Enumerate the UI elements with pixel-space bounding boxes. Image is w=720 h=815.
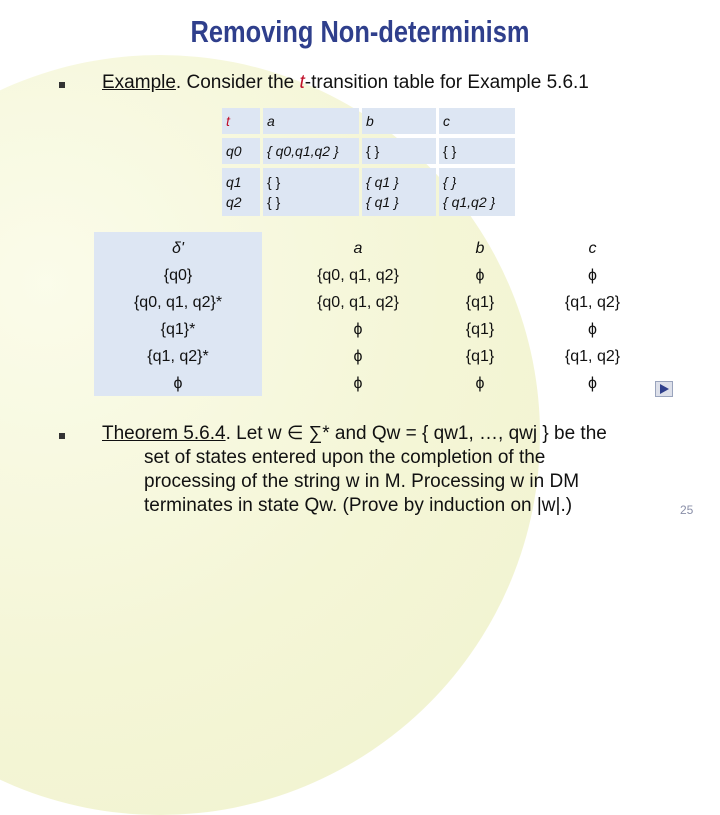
- table-cell: [439, 168, 515, 216]
- delta-cell: ϕ: [353, 348, 363, 365]
- state-q1: q1: [226, 174, 242, 190]
- slide-title: Removing Non-determinism: [190, 14, 530, 49]
- table-cell: { q0,q1,q2 }: [263, 138, 359, 164]
- delta-cell: {q1, q2}: [564, 294, 621, 311]
- delta-cell: ϕ: [353, 321, 363, 338]
- theorem-line-4: terminates in state Qw. (Prove by induction on |w|.): [144, 495, 573, 516]
- state-cell: q0: [222, 138, 260, 164]
- delta-state: {q0, q1, q2}*: [133, 294, 223, 311]
- cell-value: { q1 }: [366, 174, 399, 190]
- delta-cell: {q1, q2}: [564, 348, 621, 365]
- delta-state: {q0}: [163, 267, 193, 284]
- delta-header: a: [353, 240, 363, 257]
- theorem-line-2: set of states entered upon the completion of the: [144, 447, 546, 468]
- delta-header: b: [475, 240, 485, 257]
- example-text-before: . Consider the: [175, 72, 300, 93]
- theorem-label: Theorem 5.6.4: [102, 423, 226, 444]
- play-icon[interactable]: [655, 381, 673, 397]
- delta-state: ϕ: [173, 375, 183, 392]
- transition-table: [219, 104, 518, 220]
- cell-value: { }: [443, 174, 457, 190]
- bullet-icon: [59, 433, 65, 439]
- delta-cell: ϕ: [353, 375, 363, 392]
- bullet-icon: [59, 82, 65, 88]
- cell-value: { }: [267, 174, 281, 190]
- delta-cell: {q0, q1, q2}: [317, 267, 399, 284]
- delta-cell: ϕ: [588, 267, 597, 284]
- transition-row: [222, 168, 515, 216]
- cell-value: { q1,q2 }: [443, 194, 496, 210]
- page-number: 25: [680, 503, 694, 517]
- header-cell: b: [362, 108, 436, 134]
- cell-value: { q1 }: [366, 194, 399, 210]
- table-cell: { }: [439, 138, 515, 164]
- header-cell: t: [222, 108, 260, 134]
- delta-cell: {q1}: [465, 348, 495, 365]
- delta-cell: {q0, q1, q2}: [317, 294, 399, 311]
- delta-state: {q1, q2}*: [147, 348, 209, 365]
- table-cell: [263, 168, 359, 216]
- table-cell: [362, 168, 436, 216]
- theorem-line-1: . Let w ∈ ∑* and Qw = { qw1, …, qwj } be the: [225, 423, 607, 444]
- example-label: Example: [102, 72, 176, 93]
- example-line: [102, 72, 589, 94]
- delta-cell: {q1}: [465, 321, 495, 338]
- delta-state: {q1}*: [160, 321, 196, 338]
- theorem-line-3: processing of the string w in M. Processing w in DM: [144, 471, 580, 492]
- header-cell: c: [439, 108, 515, 134]
- table-cell: { }: [362, 138, 436, 164]
- delta-cell: ϕ: [475, 267, 485, 284]
- t-symbol: t: [299, 72, 305, 93]
- delta-column-b: [440, 235, 520, 397]
- delta-cell: ϕ: [588, 321, 597, 338]
- delta-cell: ϕ: [588, 375, 597, 392]
- delta-column-a: [283, 235, 433, 397]
- theorem-text: [102, 422, 672, 518]
- header-cell: a: [263, 108, 359, 134]
- state-q2: q2: [226, 194, 242, 210]
- example-text-after: -transition table for Example 5.6.1: [304, 72, 589, 93]
- state-cell: [222, 168, 260, 216]
- delta-cell: {q1}: [465, 294, 495, 311]
- transition-row: [222, 138, 515, 164]
- delta-column-c: [545, 235, 640, 397]
- delta-header: δ': [172, 240, 184, 257]
- delta-cell: ϕ: [475, 375, 485, 392]
- cell-value: { }: [267, 194, 281, 210]
- delta-header: c: [588, 240, 597, 257]
- delta-states-column: [94, 235, 262, 397]
- transition-header-row: [222, 108, 515, 134]
